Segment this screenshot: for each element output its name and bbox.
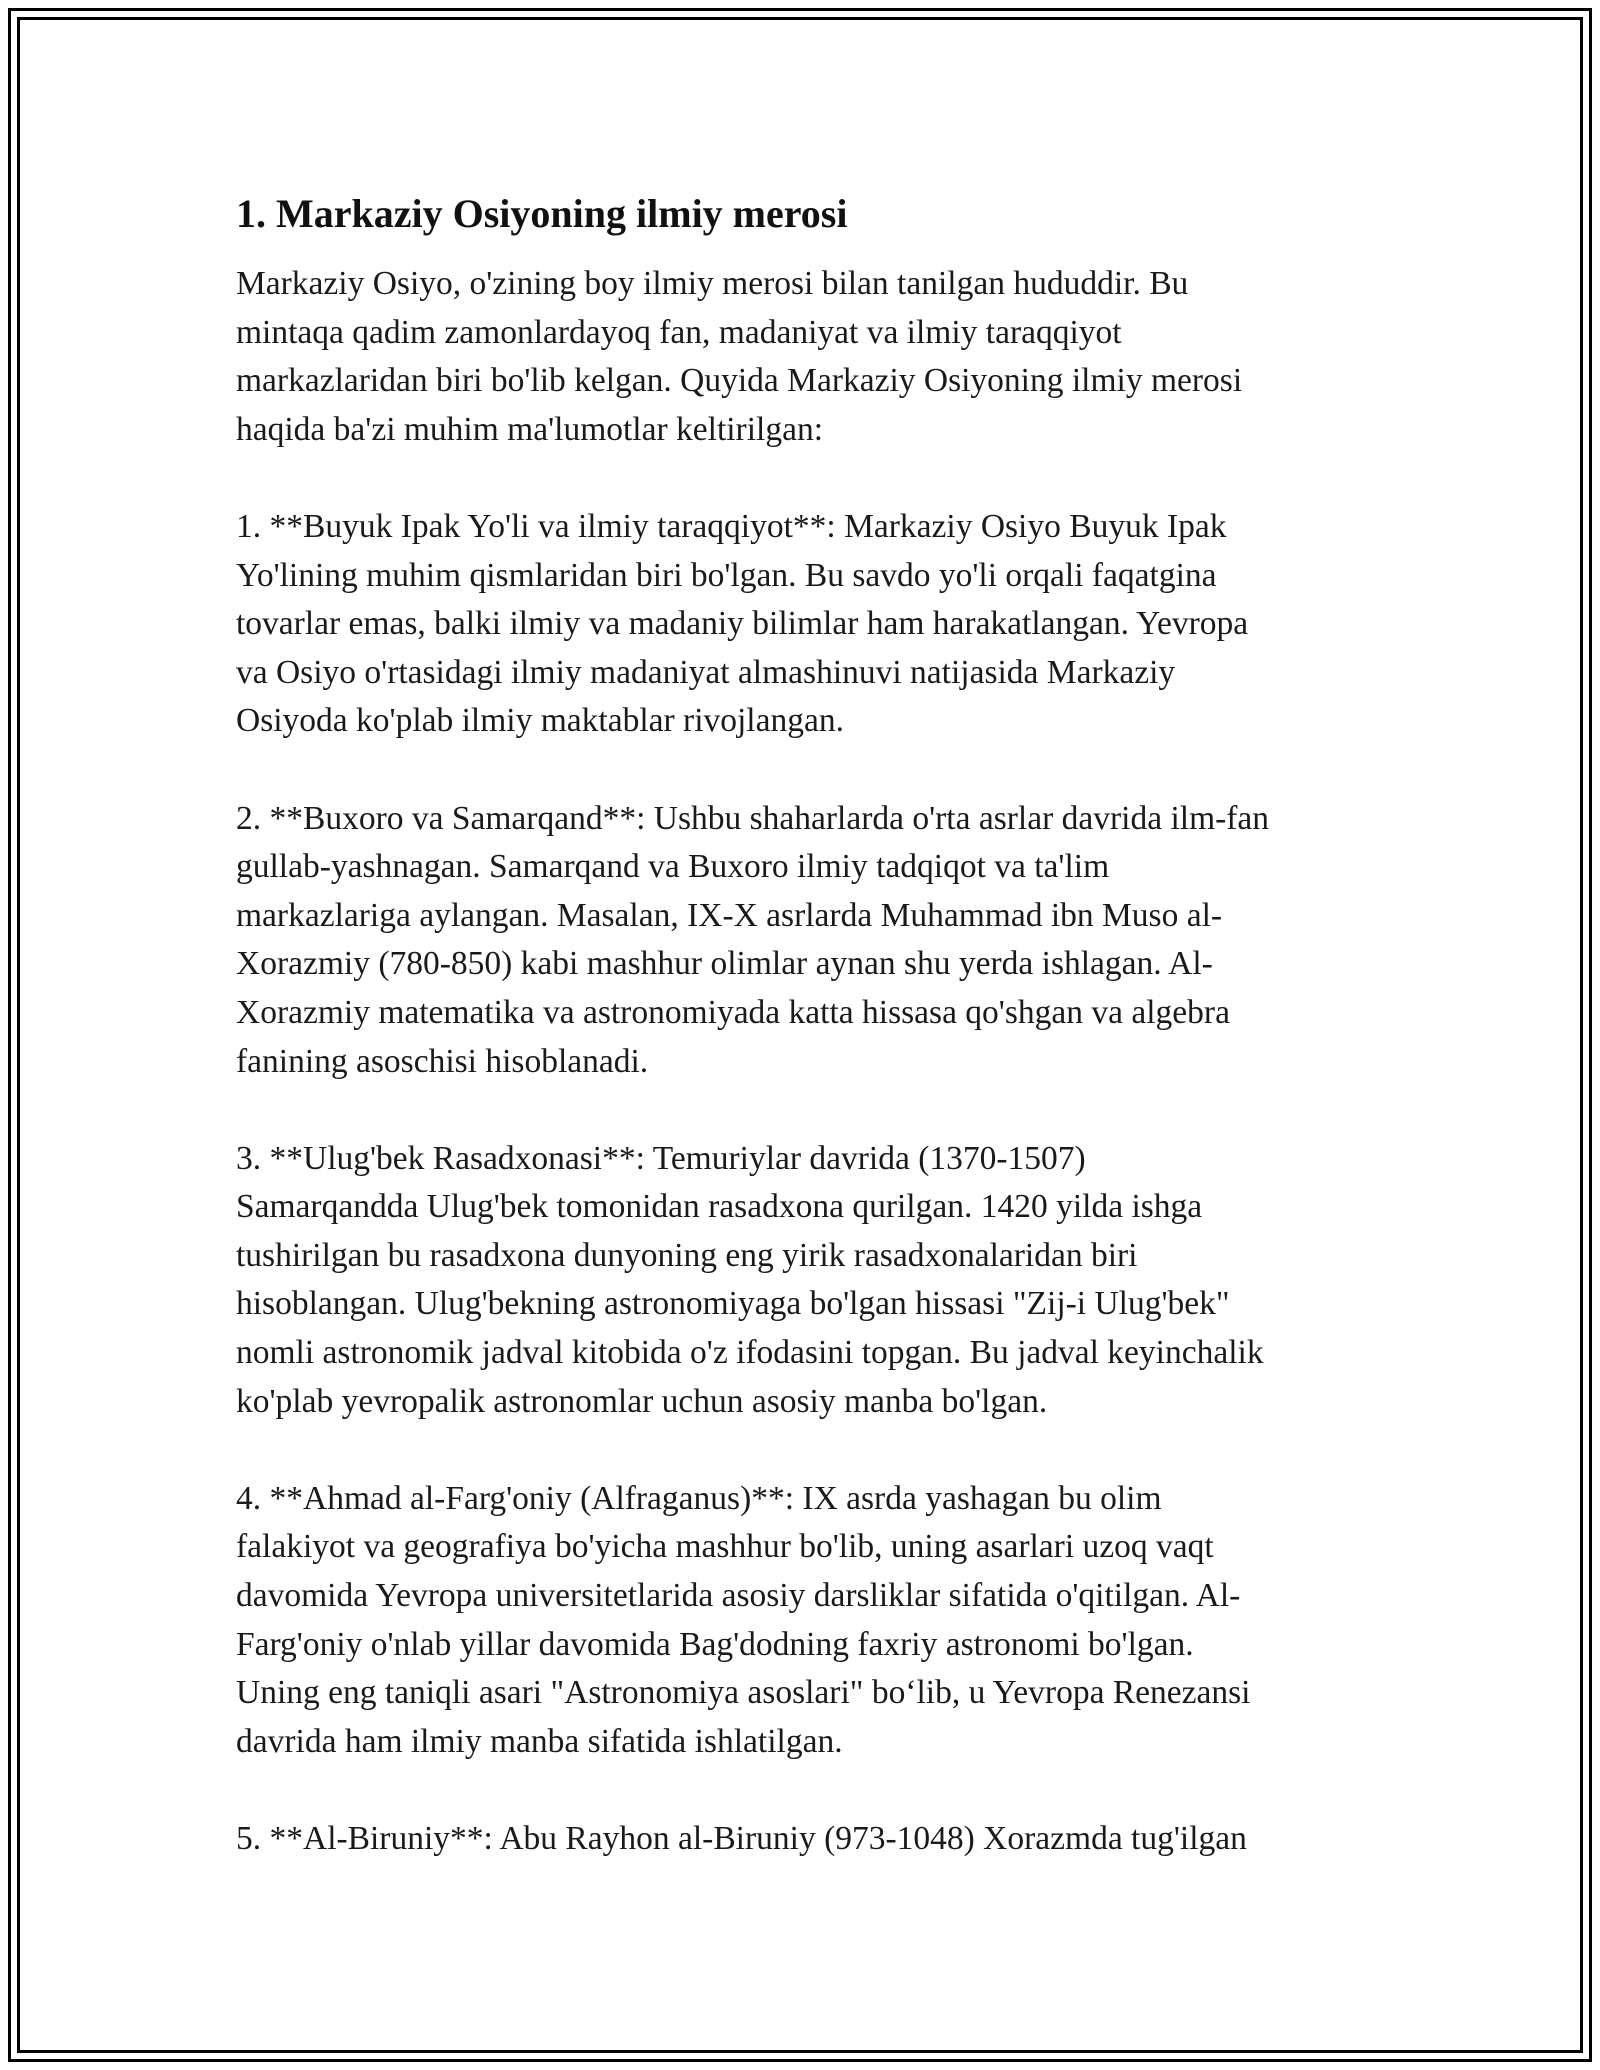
list-item-al-farghani: 4. **Ahmad al-Farg'oniy (Alfraganus)**: IX asrda yashagan bu olim falakiyot va geografiya bo'yicha mashhur bo'lib, uning asarlari uzoq vaqt davomida Yevropa universitetlarida asosiy darsliklar sifatida o'qitilgan. Al- Farg'oniy o'nlab yillar davomida Bag'dodning faxriy astronomi bo'lgan. Uning eng taniqli asari "Astronomiya asoslari" bo‘lib, u Yevropa Renezansi davrida ham ilmiy manba sifatida ishlatilgan. — [236, 1479, 1251, 1760]
list-item-al-biruni: 5. **Al-Biruniy**: Abu Rayhon al-Biruniy (973-1048) Xorazmda tug'ilgan — [236, 1820, 1247, 1857]
list-item-silk-road: 1. **Buyuk Ipak Yo'li va ilmiy taraqqiyot**: Markaziy Osiyo Buyuk Ipak Yo'lining muhim qismlaridan biri bo'lgan. Bu savdo yo'li orqali faqatgina tovarlar emas, balki ilmiy va madaniy bilimlar ham harakatlangan. Yevropa va Osiyo o'rtasidagi ilmiy madaniyat almashinuvi natijasida Markaziy Osiyoda ko'plab ilmiy maktablar rivojlangan. — [236, 507, 1249, 740]
list-item-bukhara-samarkand: 2. **Buxoro va Samarqand**: Ushbu shaharlarda o'rta asrlar davrida ilm-fan gullab-yashnagan. Samarqand va Buxoro ilmiy tadqiqot va ta'lim markazlariga aylangan. Masalan, IX-X asrlarda Muhammad ibn Muso al- Xorazmiy (780-850) kabi mashhur olimlar aynan shu yerda ishlagan. Al- Xorazmiy matematika va astronomiyada katta hissasa qo'shgan va algebra fanining asoschisi hisoblanadi. — [236, 799, 1270, 1080]
document-body — [236, 190, 1374, 1864]
intro-paragraph: Markaziy Osiyo, o'zining boy ilmiy merosi bilan tanilgan hududdir. Bu mintaqa qadim zamonlardayoq fan, madaniyat va ilmiy taraqqiyot markazlaridan biri bo'lib kelgan. Quyida Markaziy Osiyoning ilmiy merosi haqida ba'zi muhim ma'lumotlar keltirilgan: — [236, 265, 1243, 448]
list-item-ulugbek-observatory: 3. **Ulug'bek Rasadxonasi**: Temuriylar davrida (1370-1507) Samarqandda Ulug'bek tomonidan rasadxona qurilgan. 1420 yilda ishga tushirilgan bu rasadxona dunyoning eng yirik rasadxonalaridan biri hisoblangan. Ulug'bekning astronomiyaga bo'lgan hissasi "Zij-i Ulug'bek" nomli astronomik jadval kitobida o'z ifodasini topgan. Bu jadval keyinchalik ko'plab yevropalik astronomlar uchun asosiy manba bo'lgan. — [236, 1139, 1264, 1420]
section-heading: 1. Markaziy Osiyoning ilmiy merosi — [236, 191, 848, 236]
